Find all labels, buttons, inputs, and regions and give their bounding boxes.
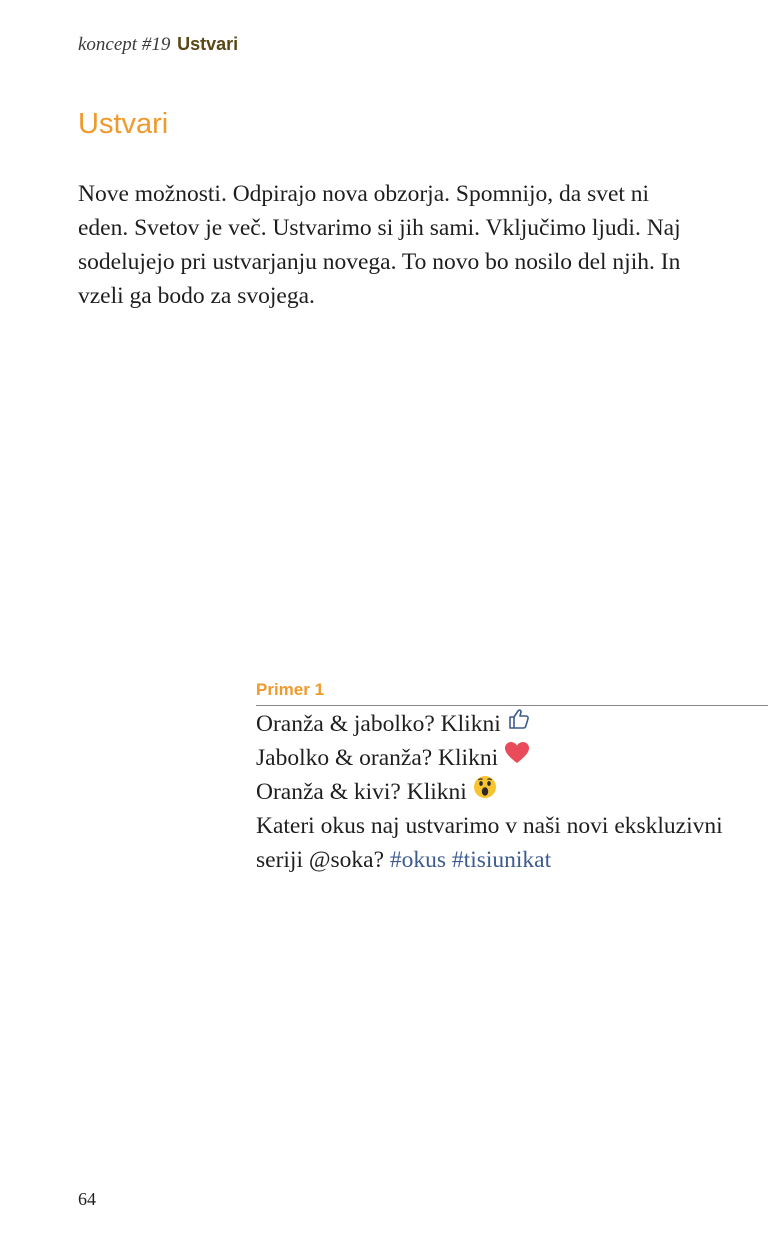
example-line-3 xyxy=(256,775,768,809)
hashtags[interactable]: #okus #tisiunikat xyxy=(389,847,552,873)
thumbs-up-icon xyxy=(507,707,531,741)
example-line-4-text: Kateri okus naj ustvarimo v naši novi ekskluzivni seriji @soka? xyxy=(256,813,723,873)
heart-icon xyxy=(504,741,530,775)
example-label: Primer 1 xyxy=(256,679,768,706)
example-lines xyxy=(256,707,768,877)
example-line-1-text: Oranža & jabolko? Klikni xyxy=(256,711,501,737)
running-header xyxy=(78,32,238,57)
wow-face-icon xyxy=(473,775,497,809)
example-line-1 xyxy=(256,707,768,741)
chapter-name: Ustvari xyxy=(177,34,239,54)
example-line-3-text: Oranža & kivi? Klikni xyxy=(256,779,467,805)
concept-number: koncept #19 xyxy=(78,34,171,55)
body-paragraph: Nove možnosti. Odpirajo nova obzorja. Spomnijo, da svet ni eden. Svetov je več. Ustvarimo si jih sami. Vključimo ljudi. Naj sodelujejo pri ustvarjanju novega. To novo bo nosilo del njih. In vzeli ga bodo za svojega. xyxy=(78,181,681,309)
page-number: 64 xyxy=(78,1189,96,1209)
example-line-2-text: Jabolko & oranža? Klikni xyxy=(256,745,499,771)
example-box xyxy=(256,679,768,877)
section-title: Ustvari xyxy=(78,108,169,140)
example-line-4 xyxy=(256,809,726,877)
example-line-2 xyxy=(256,741,768,775)
